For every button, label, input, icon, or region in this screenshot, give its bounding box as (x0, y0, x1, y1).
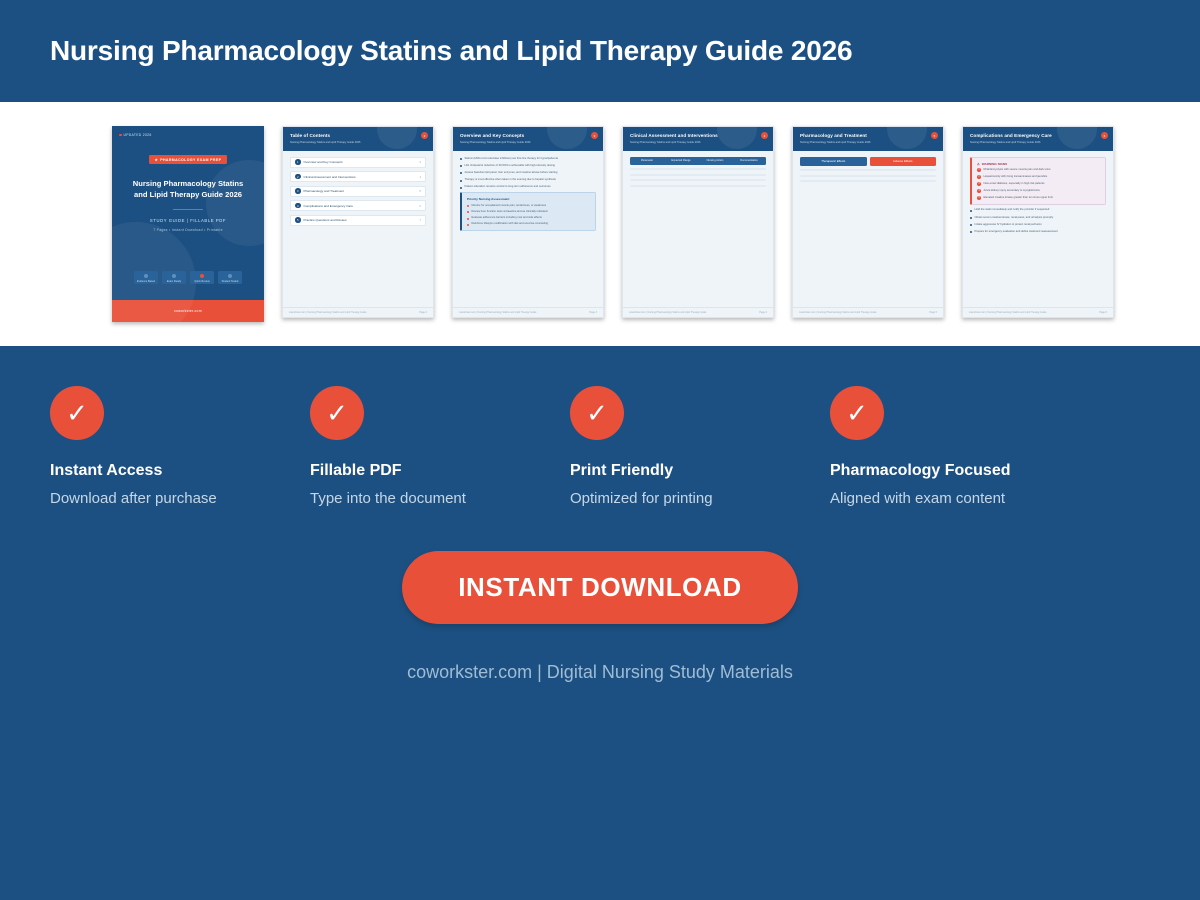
thumbnail-page-4[interactable] (622, 126, 774, 318)
warning-item (977, 196, 1100, 200)
page-header-band (283, 127, 433, 151)
cover-chip (190, 271, 214, 284)
decorative-circle (547, 127, 587, 149)
toc-label: Practice Questions and Review (303, 218, 347, 222)
circle-icon (144, 274, 148, 278)
number-icon: 1 (978, 169, 980, 172)
bullet-text: Initiate aggressive IV hydration to protect renal perfusion (974, 222, 1042, 226)
feature-description: Optimized for printing (570, 490, 713, 507)
check-icon: ✓ (570, 386, 624, 440)
instant-download-button[interactable]: INSTANT DOWNLOAD (402, 551, 798, 624)
bullet-icon (460, 180, 462, 182)
bullet-text: Review liver function tests at baseline and as clinically indicated (471, 209, 548, 213)
bullet-item (460, 185, 596, 189)
bullet-item (467, 210, 590, 214)
page-footer-left: coworkster.com | Nursing Pharmacology Statins and Lipid Therapy Guide (969, 311, 1047, 314)
number-icon: 2 (978, 176, 980, 179)
toc-row (290, 186, 426, 197)
table-row (630, 179, 766, 181)
check-icon: ✓ (310, 386, 364, 440)
callout-title: Priority Nursing Assessment (467, 197, 510, 202)
bullet-text: Prepare for emergency evaluation and define treatment reassessment (974, 229, 1058, 233)
bullet-icon (970, 231, 972, 233)
toc-label: Overview and Key Concepts (303, 160, 343, 164)
warning-text: Elevated creatine kinase greater than ten times upper limit (983, 195, 1053, 199)
page-preview (792, 126, 944, 318)
chevron-right-icon: 7 (419, 218, 421, 222)
page-footer-right: Page 5 (929, 311, 937, 314)
bullet-icon (467, 211, 469, 213)
feature-pharmacology-focused (830, 386, 1090, 507)
page-subheading: Nursing Pharmacology Statins and Lipid Therapy Guide 2026 (630, 140, 701, 144)
bullet-item (970, 216, 1106, 220)
page-number-badge: 5 (931, 132, 938, 139)
warning-item (977, 189, 1100, 193)
page-footer-right: Page 3 (589, 311, 597, 314)
page-heading: Overview and Key Concepts (460, 133, 525, 138)
decorative-circle (206, 160, 264, 246)
toc-label: Complications and Emergency Care (303, 203, 354, 208)
thumbnail-page-2[interactable] (282, 126, 434, 318)
bullet-text: Assess baseline lipid panel, liver enzymes, and creatine kinase before starting (464, 170, 558, 174)
toc-row (290, 157, 426, 168)
feature-instant-access (50, 386, 310, 507)
page-heading: Table of Contents (290, 133, 331, 138)
feature-description: Type into the document (310, 490, 466, 507)
feature-row (0, 346, 1200, 507)
table-column-header: Documentation (740, 159, 758, 162)
page-footer (453, 307, 603, 317)
feature-description: Download after purchase (50, 490, 217, 507)
toc-row (290, 200, 426, 211)
divider (173, 209, 203, 210)
bullet-item (970, 208, 1106, 212)
feature-title: Instant Access (50, 462, 163, 479)
cover-exam-badge (149, 155, 228, 164)
page-footer-left: coworkster.com | Nursing Pharmacology Statins and Lipid Therapy Guide (459, 311, 537, 314)
circle-icon (228, 274, 232, 278)
star-icon: ★ (154, 157, 159, 162)
page-preview (962, 126, 1114, 318)
bullet-item (460, 164, 596, 168)
toc-row (290, 171, 426, 182)
thumbnail-page-3[interactable] (452, 126, 604, 318)
therapeutic-band: Therapeutic Effects (800, 157, 867, 166)
decorative-circle (377, 127, 417, 149)
warning-text: Acute kidney injury secondary to myoglobinuria (983, 188, 1040, 192)
cover-chip (162, 271, 186, 284)
number-icon: 4 (978, 190, 980, 193)
feature-print-friendly (570, 386, 830, 507)
page-heading: Clinical Assessment and Interventions (630, 133, 718, 138)
page-footer-left: coworkster.com | Nursing Pharmacology Statins and Lipid Therapy Guide (629, 311, 707, 314)
bullet-icon (467, 224, 469, 226)
table-column-header: Parameter (640, 159, 654, 162)
bullet-text: Evaluate adherence barriers including cost and side effects (471, 215, 542, 219)
bullet-item (460, 178, 596, 182)
page-header-band (623, 127, 773, 151)
page-footer (963, 307, 1113, 317)
warning-icon: ⚠ (977, 161, 980, 166)
number-icon: 5 (978, 196, 980, 199)
bullet-text: Obtain serum creatine kinase, renal panel, and urinalysis promptly (974, 215, 1054, 219)
bullet-item (467, 216, 590, 220)
cover-chip-label: Quick Review (194, 279, 210, 283)
bullet-text: Therapy is most effective when taken in the evening due to hepatic synthesis (464, 177, 556, 181)
toc-index: 3 (296, 189, 299, 193)
page-header-band (793, 127, 943, 151)
page-footer-right: Page 2 (419, 311, 427, 314)
page-subheading: Nursing Pharmacology Statins and Lipid Therapy Guide 2026 (970, 140, 1041, 144)
feature-title: Pharmacology Focused (830, 462, 1011, 479)
page-header-band (963, 127, 1113, 151)
bullet-icon (970, 224, 972, 226)
page-number-badge: 6 (1101, 132, 1108, 139)
page-heading: Complications and Emergency Care (970, 133, 1052, 138)
page-footer-right: Page 4 (759, 311, 767, 314)
bullet-icon (460, 187, 462, 189)
page-footer-left: coworkster.com | Nursing Pharmacology Statins and Lipid Therapy Guide (289, 311, 367, 314)
bullet-icon (467, 218, 469, 220)
cover-updated-label: UPDATED 2026 (123, 133, 152, 137)
warning-item (977, 182, 1100, 186)
page-preview (282, 126, 434, 318)
page-header-band (453, 127, 603, 151)
bullet-item (970, 223, 1106, 227)
bullet-item (467, 204, 590, 208)
cover-page (112, 126, 264, 322)
chevron-right-icon: 5 (419, 189, 421, 193)
toc-label: Clinical Assessment and Interventions (303, 174, 356, 179)
chevron-right-icon: 3 (419, 160, 421, 164)
table-header-row (630, 157, 766, 165)
page-footer (623, 307, 773, 317)
page-body (283, 151, 433, 308)
page-footer-left: coworkster.com | Nursing Pharmacology Statins and Lipid Therapy Guide (799, 311, 877, 314)
bullet-icon (460, 172, 462, 174)
bullet-text: Monitor for unexplained muscle pain, tenderness, or weakness (471, 203, 547, 207)
cover-chip-label: Exam Ready (166, 279, 182, 283)
page-number-badge: 4 (761, 132, 768, 139)
comparison-bands (800, 157, 936, 166)
bullet-text: Hold the statin immediately and notify the provider if suspected (974, 208, 1050, 212)
chevron-right-icon: 4 (419, 174, 421, 179)
table-column-header: Nursing Action (706, 159, 724, 162)
bullet-icon (467, 205, 469, 207)
number-icon: 3 (978, 183, 980, 186)
toc-row (290, 215, 426, 226)
page-body (453, 151, 603, 308)
page-header (0, 0, 1200, 102)
toc-index: 1 (296, 160, 299, 164)
page-number-badge: 3 (591, 132, 598, 139)
decorative-circle (717, 127, 757, 149)
content-line (800, 180, 936, 182)
bullet-text: LDL cholesterol reduction of 30-50% is achievable with high-intensity dosing (464, 163, 555, 167)
feature-fillable-pdf (310, 386, 570, 507)
cta-section (0, 551, 1200, 624)
table-row (630, 174, 766, 176)
dot-icon (119, 134, 122, 137)
content-line (800, 175, 936, 177)
cover-badge-label: PHARMACOLOGY EXAM PREP (160, 157, 222, 162)
decorative-circle (887, 127, 927, 149)
cover-chip-label: Evidence Based (136, 279, 156, 283)
warning-item (977, 175, 1100, 179)
bullet-text: Patient education remains central to long-term adherence and outcomes (464, 185, 551, 189)
feature-title: Fillable PDF (310, 462, 402, 479)
cover-chip-label: Student Tested (221, 279, 239, 283)
page-title: Nursing Pharmacology Statins and Lipid Therapy Guide 2026 (50, 35, 853, 66)
page-preview (622, 126, 774, 318)
bullet-icon (460, 158, 462, 160)
bullet-item (460, 171, 596, 175)
warning-text: New-onset diabetes, especially in high-risk patients (983, 181, 1045, 185)
site-footnote: coworkster.com | Digital Nursing Study Materials (407, 662, 793, 682)
page-preview (452, 126, 604, 318)
bullet-text: Reinforce lifestyle modification with diet and exercise counseling (471, 222, 548, 226)
bullet-item (460, 157, 596, 161)
priority-callout (460, 192, 596, 231)
check-icon: ✓ (50, 386, 104, 440)
bullet-item (467, 222, 590, 226)
cover-title: Nursing Pharmacology Statins and Lipid Therapy Guide 2026 (132, 179, 244, 200)
cover-chip (134, 271, 158, 284)
page-footer (793, 307, 943, 317)
page-heading: Pharmacology and Treatment (800, 133, 867, 138)
feature-title: Print Friendly (570, 462, 674, 479)
check-icon: ✓ (830, 386, 884, 440)
thumbnail-page-5[interactable] (792, 126, 944, 318)
toc-index: 5 (296, 218, 299, 222)
toc-index: 2 (296, 174, 299, 179)
cover-chip (218, 271, 242, 284)
page-body (793, 151, 943, 308)
page-subheading: Nursing Pharmacology Statins and Lipid Therapy Guide 2026 (460, 140, 531, 144)
page-footer-right: Page 6 (1099, 311, 1107, 314)
bullet-icon (970, 210, 972, 212)
bullet-icon (970, 217, 972, 219)
page-subheading: Nursing Pharmacology Statins and Lipid Therapy Guide 2026 (290, 140, 361, 144)
warning-title: WARNING SIGNS (981, 161, 1008, 166)
warning-text: Rhabdomyolysis with severe muscle pain and dark urine (983, 168, 1051, 171)
circle-icon (172, 274, 176, 278)
decorative-circle (1057, 127, 1097, 149)
circle-icon (200, 274, 204, 278)
warning-title-row (977, 162, 1100, 166)
table-column-header: Expected Range (671, 159, 691, 162)
cover-footer: coworkster.com (112, 300, 264, 322)
chevron-right-icon: 6 (419, 203, 421, 208)
cover-updated-badge (119, 133, 152, 137)
adverse-band: Adverse Effects (870, 157, 937, 166)
thumbnail-list (112, 126, 1114, 322)
cover-subtitle: STUDY GUIDE | FILLABLE PDF (149, 218, 227, 224)
page-body (623, 151, 773, 308)
bullet-icon (460, 165, 462, 167)
cover-details: 7 Pages • Instant Download • Printable (153, 228, 223, 233)
preview-strip (0, 102, 1200, 346)
warning-text: Hepatotoxicity with rising transaminases and jaundice (983, 174, 1048, 178)
thumbnail-page-6[interactable] (962, 126, 1114, 318)
bullet-text: Statins (HMG-CoA reductase inhibitors) are first-line therapy for hyperlipidemia (464, 156, 559, 160)
table-row (630, 185, 766, 187)
table-row (630, 168, 766, 170)
content-line (800, 169, 936, 171)
thumbnail-cover[interactable] (112, 126, 264, 322)
bullet-item (970, 230, 1106, 234)
page-subheading: Nursing Pharmacology Statins and Lipid Therapy Guide 2026 (800, 140, 871, 144)
warning-box (970, 157, 1106, 205)
warning-item (977, 168, 1100, 172)
toc-index: 4 (296, 203, 299, 208)
feature-description: Aligned with exam content (830, 490, 1006, 507)
page-body (963, 151, 1113, 308)
page-footer (283, 307, 433, 317)
toc-label: Pharmacology and Treatment (303, 189, 345, 193)
page-number-badge: 2 (421, 132, 428, 139)
